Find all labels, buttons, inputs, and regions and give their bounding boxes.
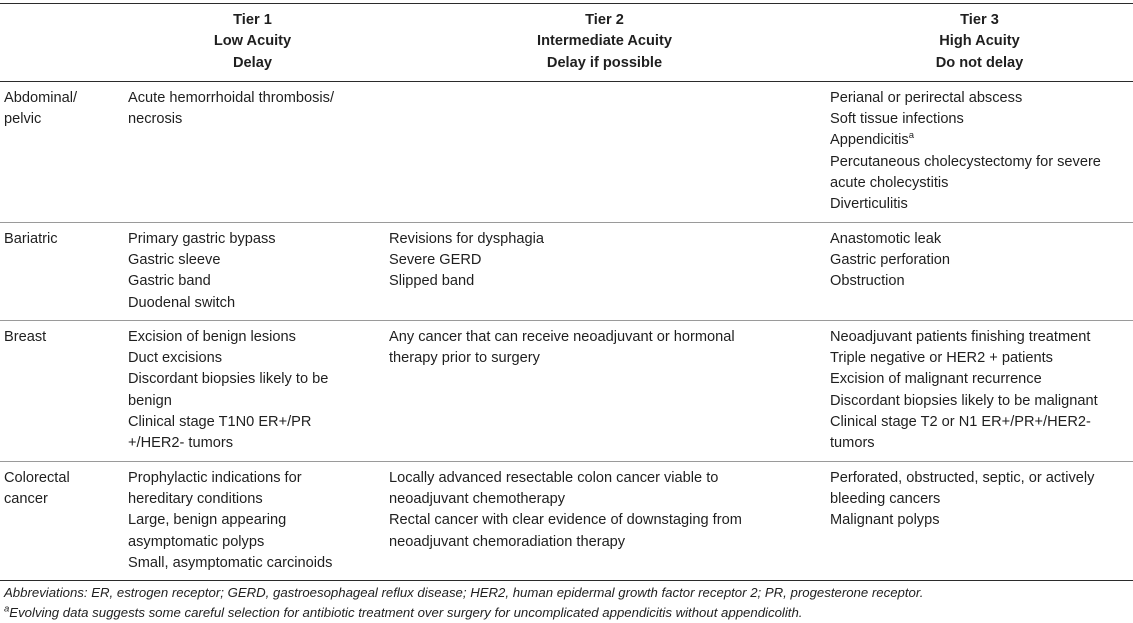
tier-3-item: Triple negative or HER2 + patients <box>830 350 1053 367</box>
header-tier-1 <box>122 4 383 82</box>
tier-1-item: Clinical stage T1N0 ER+/PR <box>128 414 312 431</box>
tier-1-item: Excision of benign lesions <box>128 328 296 345</box>
tier-2-cell <box>383 320 826 461</box>
tier-1-item: Duct excisions <box>128 350 223 367</box>
tier-3-item: Perianal or perirectal abscess <box>830 89 1023 106</box>
tier-1-cell <box>122 461 383 580</box>
category-cell <box>0 222 122 320</box>
tier-3-item: tumors <box>830 435 875 452</box>
header-tier-1-action: Delay <box>233 54 272 71</box>
tier-1-item: benign <box>128 392 172 409</box>
tier-3-item: Discordant biopsies likely to be malignant <box>830 392 1098 409</box>
header-tier-2-name: Tier 2 <box>585 12 624 28</box>
tier-1-cell <box>122 81 383 222</box>
tier-3-item: Percutaneous cholecystectomy for severe <box>830 153 1101 170</box>
tier-2-item: Slipped band <box>389 273 475 290</box>
category-line: cancer <box>4 490 48 507</box>
tier-3-item: bleeding cancers <box>830 490 941 507</box>
header-tier-3-action: Do not delay <box>935 54 1024 71</box>
tier-2-item: neoadjuvant chemoradiation therapy <box>389 533 626 550</box>
header-tier-1-name: Tier 1 <box>233 12 272 28</box>
table-footnotes <box>4 583 1129 622</box>
tier-3-item: Excision of malignant recurrence <box>830 371 1042 388</box>
header-tier-2 <box>383 4 826 82</box>
header-tier-2-acuity: Intermediate Acuity <box>537 33 672 50</box>
table-row-colorectal-cancer <box>0 461 1133 580</box>
table-row-bariatric <box>0 222 1133 320</box>
tier-3-cell <box>826 320 1133 461</box>
tier-2-item: Locally advanced resectable colon cancer viable to <box>389 469 719 486</box>
category-line: Bariatric <box>4 230 58 247</box>
tier-2-item: therapy prior to surgery <box>389 350 540 367</box>
table-row-breast <box>0 320 1133 461</box>
tier-3-item: Diverticulitis <box>830 196 908 213</box>
tier-3-item: Soft tissue infections <box>830 111 964 128</box>
tier-1-item: Discordant biopsies likely to be <box>128 371 329 388</box>
tier-1-item: Acute hemorrhoidal thrombosis/ <box>128 89 335 106</box>
tier-1-item: +/HER2- tumors <box>128 435 234 452</box>
category-cell <box>0 320 122 461</box>
footnote-marker: a <box>908 130 914 142</box>
header-tier-2-action: Delay if possible <box>546 54 663 71</box>
abbreviations-note: Abbreviations: ER, estrogen receptor; GERD, gastroesophageal reflux disease; HER2, human epidermal growth factor receptor 2; PR, progesterone receptor. <box>4 585 924 600</box>
appendicitis-footnote <box>4 603 1129 623</box>
tier-1-item: necrosis <box>128 111 183 128</box>
category-line: Colorectal <box>4 469 70 486</box>
tier-1-item: Duodenal switch <box>128 294 236 311</box>
tier-1-item: asymptomatic polyps <box>128 533 265 550</box>
tier-3-item: acute cholecystitis <box>830 175 949 192</box>
tier-1-cell <box>122 222 383 320</box>
tier-2-item: Rectal cancer with clear evidence of downstaging from <box>389 512 742 529</box>
appendicitis-text: Appendicitis <box>830 132 909 149</box>
tier-1-cell <box>122 320 383 461</box>
category-cell <box>0 461 122 580</box>
tier-3-cell <box>826 222 1133 320</box>
tier-2-item: neoadjuvant chemotherapy <box>389 490 566 507</box>
header-tier-3-acuity: High Acuity <box>939 33 1020 50</box>
header-tier-1-acuity: Low Acuity <box>213 33 292 50</box>
tier-3-cell <box>826 461 1133 580</box>
table-row-abdominal-pelvic <box>0 81 1133 222</box>
footnote-text: Evolving data suggests some careful selection for antibiotic treatment over surgery for uncomplicated appendicitis without appendicolith. <box>9 604 803 620</box>
tier-2-item: Any cancer that can receive neoadjuvant or hormonal <box>389 328 735 345</box>
category-cell <box>0 81 122 222</box>
tier-2-cell <box>383 222 826 320</box>
tier-3-item: Malignant polyps <box>830 512 940 529</box>
tier-3-item: Gastric perforation <box>830 251 951 268</box>
header-tier-3 <box>826 4 1133 82</box>
header-tier-3-name: Tier 3 <box>960 12 999 28</box>
header-category <box>0 4 122 82</box>
category-line: Breast <box>4 328 47 345</box>
footnote-marker: a <box>4 603 10 615</box>
tier-1-item: Prophylactic indications for <box>128 469 302 486</box>
tier-3-item: Anastomotic leak <box>830 230 942 247</box>
tier-3-cell <box>826 81 1133 222</box>
tier-3-item-appendicitis <box>830 130 1133 151</box>
tier-1-item: hereditary conditions <box>128 490 263 507</box>
tier-2-item: Revisions for dysphagia <box>389 230 544 247</box>
tier-2-item: Severe GERD <box>389 251 482 268</box>
tier-1-item: Primary gastric bypass <box>128 230 276 247</box>
tier-3-item: Obstruction <box>830 273 905 290</box>
category-line: Abdominal/ <box>4 89 78 106</box>
tier-3-item: Clinical stage T2 or N1 ER+/PR+/HER2- <box>830 414 1091 431</box>
category-line: pelvic <box>4 111 42 128</box>
tier-3-item: Neoadjuvant patients finishing treatment <box>830 328 1091 345</box>
surgical-acuity-table <box>0 3 1133 581</box>
tier-2-cell <box>383 81 826 222</box>
tier-3-item: Perforated, obstructed, septic, or actively <box>830 469 1095 486</box>
tier-1-item: Gastric sleeve <box>128 251 221 268</box>
tier-1-item: Small, asymptomatic carcinoids <box>128 554 333 571</box>
acuity-table-container <box>0 3 1133 581</box>
tier-2-cell <box>383 461 826 580</box>
tier-1-item: Gastric band <box>128 273 211 290</box>
table-header-row <box>0 4 1133 82</box>
tier-1-item: Large, benign appearing <box>128 512 287 529</box>
